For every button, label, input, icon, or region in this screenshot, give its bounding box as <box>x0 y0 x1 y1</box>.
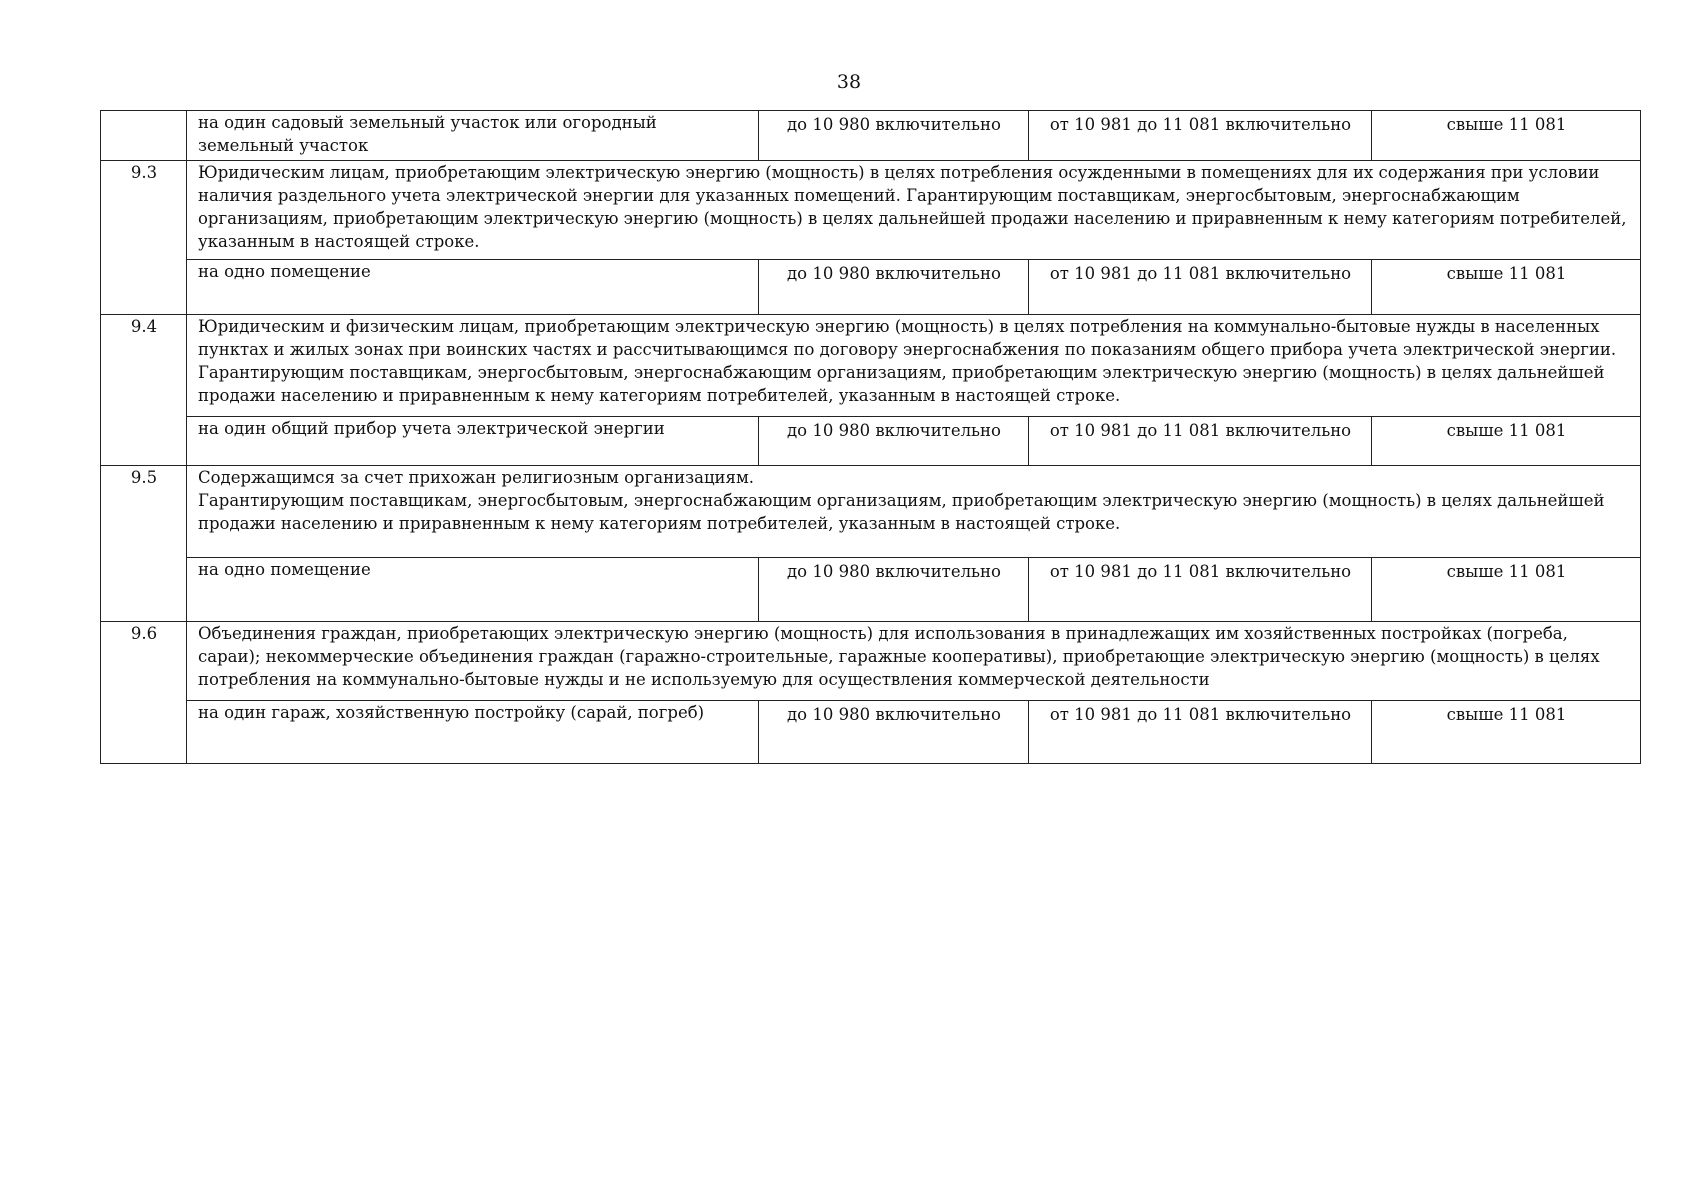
unit-cell: на одно помещение <box>187 558 759 622</box>
description-line: Содержащимся за счет прихожан религиозным организациям. <box>198 468 755 487</box>
range-low-cell: до 10 980 включительно <box>759 417 1029 466</box>
range-low-cell: до 10 980 включительно <box>759 111 1029 161</box>
unit-cell: на один общий прибор учета электрической энергии <box>187 417 759 466</box>
range-mid-cell: от 10 981 до 11 081 включительно <box>1029 558 1372 622</box>
range-high-cell: свыше 11 081 <box>1372 558 1641 622</box>
row-number-cell: 9.6 <box>101 622 187 764</box>
range-mid-cell: от 10 981 до 11 081 включительно <box>1029 260 1372 315</box>
table-row <box>101 111 1641 161</box>
description-cell: Объединения граждан, приобретающих электрическую энергию (мощность) для использования в принадлежащих им хозяйственных постройках (погреба, сараи); некоммерческие объединения граждан (гаражно-строительные, гаражные кооперативы), приобретающие электрическую энергию (мощность) в целях потребления на коммунально-бытовые нужды и не используемую для осуществления коммерческой деятельности <box>187 622 1641 701</box>
range-low-cell: до 10 980 включительно <box>759 558 1029 622</box>
table-row <box>101 558 1641 622</box>
table-row-description <box>101 315 1641 417</box>
range-mid-cell: от 10 981 до 11 081 включительно <box>1029 701 1372 764</box>
row-number-cell: 9.5 <box>101 466 187 622</box>
unit-cell: на один гараж, хозяйственную постройку (сарай, погреб) <box>187 701 759 764</box>
range-high-cell: свыше 11 081 <box>1372 260 1641 315</box>
row-number-cell: 9.3 <box>101 161 187 315</box>
range-low-cell: до 10 980 включительно <box>759 260 1029 315</box>
range-high-cell: свыше 11 081 <box>1372 417 1641 466</box>
table-row-description <box>101 161 1641 260</box>
description-cell: Юридическим и физическим лицам, приобретающим электрическую энергию (мощность) в целях потребления на коммунально-бытовые нужды в населенных пунктах и жилых зонах при воинских частях и рассчитывающимся по договору энергоснабжения по показаниям общего прибора учета электрической энергии. Гарантирующим поставщикам, энергосбытовым, энергоснабжающим организациям, приобретающим электрическую энергию (мощность) в целях дальнейшей продажи населению и приравненным к нему категориям потребителей, указанным в настоящей строке. <box>187 315 1641 417</box>
unit-cell: на одно помещение <box>187 260 759 315</box>
table-row-description <box>101 466 1641 558</box>
table-row <box>101 260 1641 315</box>
range-mid-cell: от 10 981 до 11 081 включительно <box>1029 417 1372 466</box>
description-line: Гарантирующим поставщикам, энергосбытовым, энергоснабжающим организациям, приобретающим электрическую энергию (мощность) в целях дальнейшей продажи населению и приравненным к нему категориям потребителей, указанным в настоящей строке. <box>198 491 1605 533</box>
unit-cell: на один садовый земельный участок или огородный земельный участок <box>187 111 759 161</box>
tariff-table <box>100 110 1641 764</box>
description-cell <box>187 466 1641 558</box>
table-row <box>101 417 1641 466</box>
range-low-cell: до 10 980 включительно <box>759 701 1029 764</box>
range-high-cell: свыше 11 081 <box>1372 111 1641 161</box>
range-high-cell: свыше 11 081 <box>1372 701 1641 764</box>
description-cell: Юридическим лицам, приобретающим электрическую энергию (мощность) в целях потребления осужденными в помещениях для их содержания при условии наличия раздельного учета электрической энергии для указанных помещений. Гарантирующим поставщикам, энергосбытовым, энергоснабжающим организациям, приобретающим электрическую энергию (мощность) в целях дальнейшей продажи населению и приравненным к нему категориям потребителей, указанным в настоящей строке. <box>187 161 1641 260</box>
table-row-description <box>101 622 1641 701</box>
row-number-cell <box>101 111 187 161</box>
page-number: 38 <box>836 71 862 93</box>
table-row <box>101 701 1641 764</box>
row-number-cell: 9.4 <box>101 315 187 466</box>
range-mid-cell: от 10 981 до 11 081 включительно <box>1029 111 1372 161</box>
